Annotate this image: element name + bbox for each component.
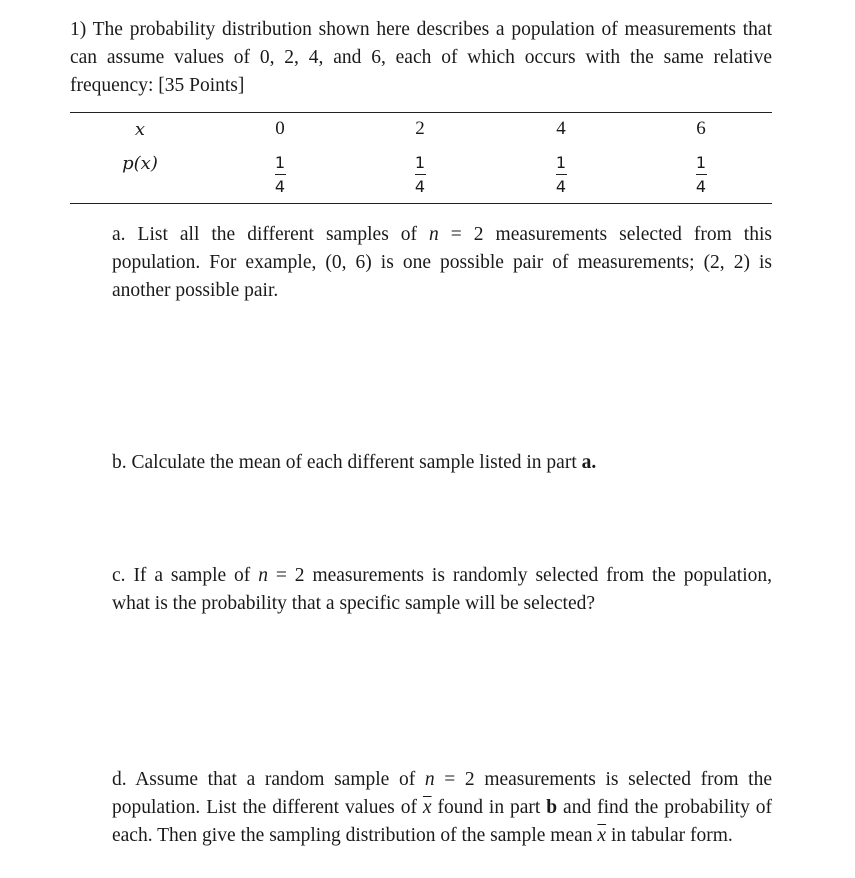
x-value-1: 2 bbox=[415, 118, 425, 139]
question-intro: 1) The probability distribution shown here describes a population of measurements that can assume values of 0, 2, 4, and 6, each of which occurs with the same relative frequency: [35 Points] bbox=[70, 19, 772, 96]
part-d-text-1: d. Assume that a random sample of bbox=[112, 769, 425, 790]
part-d-bold: b bbox=[546, 797, 558, 818]
fraction-denominator: 4 bbox=[274, 177, 286, 196]
fraction-numerator: 1 bbox=[695, 153, 707, 172]
x-value-2: 4 bbox=[556, 118, 566, 139]
x-value-0: 0 bbox=[275, 118, 285, 139]
part-a bbox=[112, 221, 772, 305]
part-c-n: n bbox=[258, 565, 268, 586]
probability-fraction-1 bbox=[405, 154, 435, 196]
probability-fraction-2 bbox=[546, 154, 576, 196]
part-d-n: n bbox=[424, 769, 435, 790]
part-a-text-2: = 2 measurements selected from this population. For example, (0, 6) is one possible pair of measurements; (2, 2) is another possible pair. bbox=[112, 224, 772, 301]
fraction-denominator: 4 bbox=[555, 177, 567, 196]
fraction-numerator: 1 bbox=[555, 153, 567, 172]
fraction-bar bbox=[556, 174, 567, 175]
part-d-text-5: in tabular form. bbox=[606, 825, 733, 846]
part-d-text-2: = 2 measurements is selected from the population. List the different values of bbox=[112, 769, 772, 818]
part-d-text-3: found in part bbox=[431, 797, 547, 818]
part-d-text-4: and find the probability of each. Then give the sampling distribution of the sample mean bbox=[112, 797, 772, 846]
x-row-label: x bbox=[134, 119, 146, 140]
fraction-denominator: 4 bbox=[414, 177, 426, 196]
part-b-bold: a. bbox=[581, 452, 597, 473]
part-d-xbar-2: $\overline{x}$ bbox=[597, 825, 607, 846]
fraction-denominator: 4 bbox=[695, 177, 707, 196]
fraction-bar bbox=[696, 174, 707, 175]
part-b-text-1: b. Calculate the mean of each different sample listed in part bbox=[112, 452, 582, 473]
fraction-numerator: 1 bbox=[414, 153, 426, 172]
part-d bbox=[112, 766, 772, 850]
probability-fraction-3 bbox=[686, 154, 716, 196]
part-d-xbar-1: $\overline{x}$ bbox=[422, 797, 432, 818]
part-a-n: n bbox=[429, 224, 439, 245]
fraction-bar bbox=[275, 174, 286, 175]
part-c-text-2: = 2 measurements is randomly selected from the population, what is the probability that a specific sample will be selected? bbox=[112, 565, 773, 614]
probability-fraction-0 bbox=[265, 154, 295, 196]
fraction-numerator: 1 bbox=[274, 153, 286, 172]
x-value-3: 6 bbox=[696, 118, 706, 139]
part-c bbox=[112, 562, 772, 618]
probability-distribution-table bbox=[70, 112, 772, 204]
px-row-label: p(x) bbox=[122, 153, 158, 174]
part-a-text-1: a. List all the different samples of bbox=[112, 224, 430, 245]
part-b bbox=[112, 449, 772, 477]
fraction-bar bbox=[415, 174, 426, 175]
part-c-text-1: c. If a sample of bbox=[112, 565, 259, 586]
